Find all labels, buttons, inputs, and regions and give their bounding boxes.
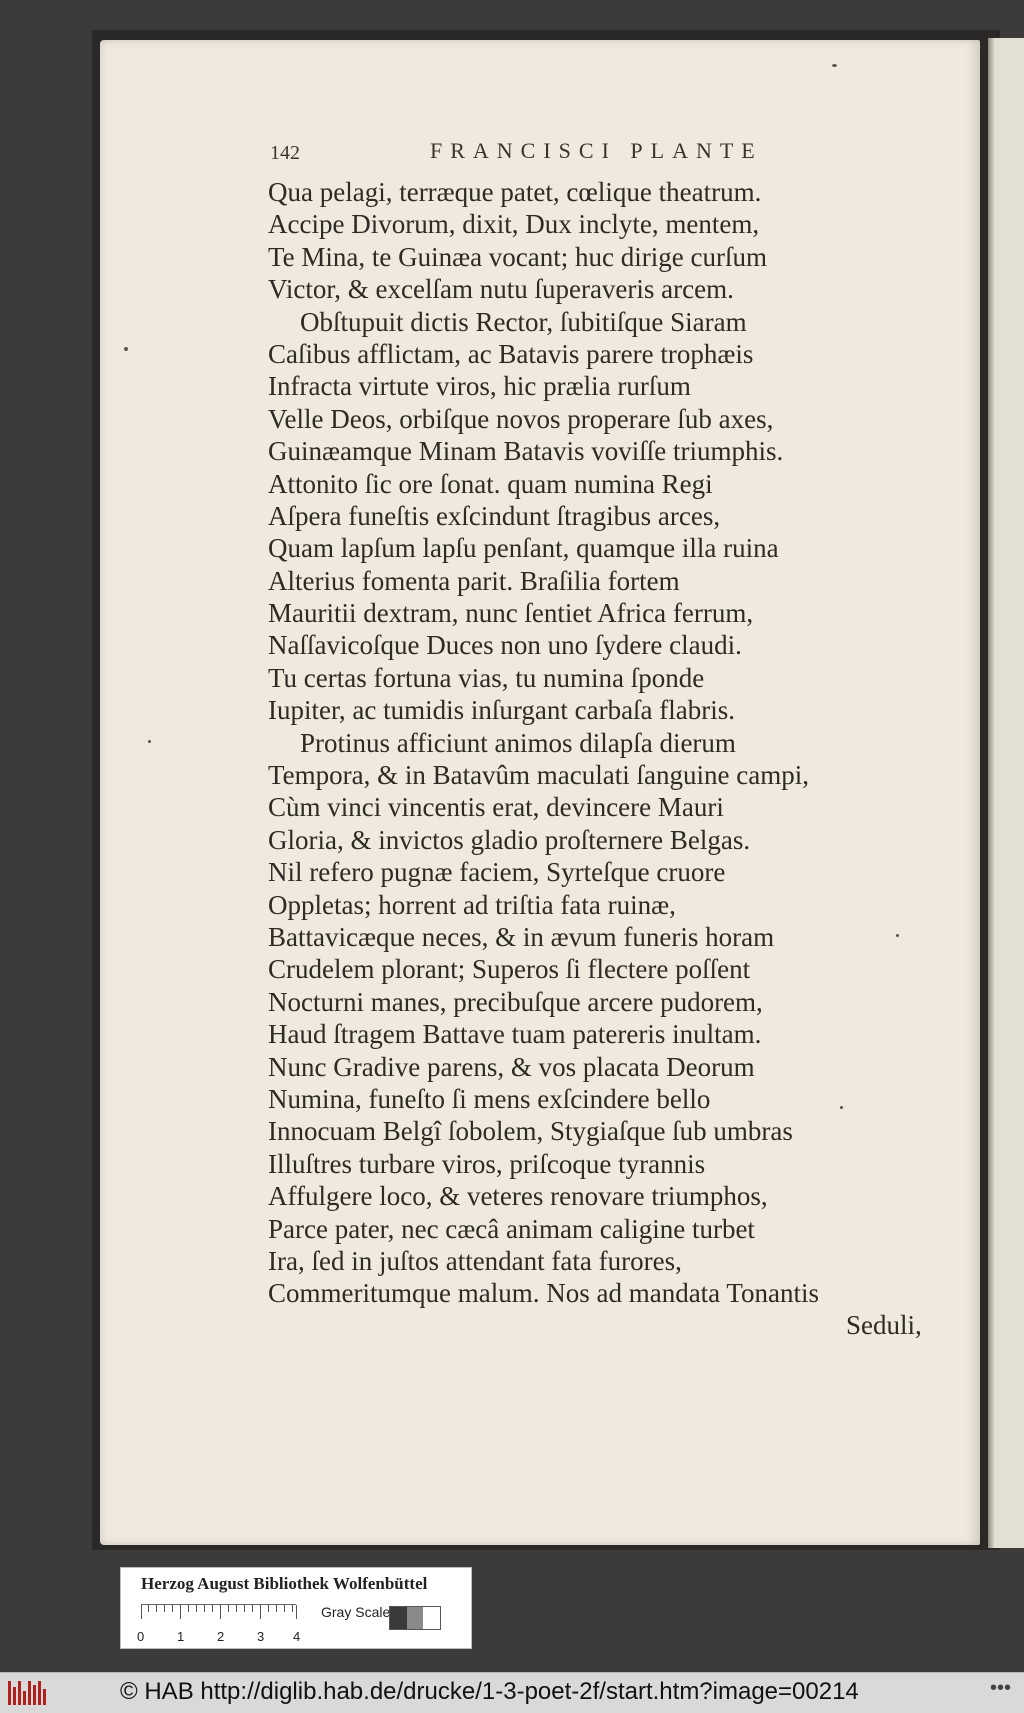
verse-line: Cùm vinci vincentis erat, devincere Mauri [268,792,724,823]
running-head [270,138,800,168]
verse-line: Innocuam Belgî ſobolem, Stygiaſque ſub umbras [268,1116,793,1147]
verse-line: Mauritii dextram, nunc ſentiet Africa ferrum, [268,598,754,629]
catchword: Seduli, [846,1310,922,1340]
hab-logo-icon[interactable] [8,1681,46,1705]
verse-line: Obſtupuit dictis Rector, ſubitiſque Siaram [300,306,747,337]
ruler-number: 2 [217,1629,225,1644]
verse-line: Attonito ſic ore ſonat. quam numina Regi [268,468,713,499]
ruler-number: 1 [177,1629,185,1644]
verse-line: Naſſavicoſque Duces non uno ſydere claudi. [268,630,742,661]
ruler-number: 4 [293,1629,301,1644]
verse-line: Quam lapſum lapſu penſant, quamque illa ruina [268,533,779,564]
poem-text [268,176,968,1310]
verse-line: Ira, ſed in juſtos attendant fata furores, [268,1245,682,1276]
next-page-edge [988,38,1024,1548]
scale-ruler [137,1604,301,1644]
verse-line: Crudelem plorant; Superos ſi flectere poſſent [268,954,751,985]
verse-line: Qua pelagi, terræque patet, cœlique theatrum. [268,177,762,207]
library-name: Herzog August Bibliothek Wolfenbüttel [141,1574,428,1593]
status-bar [0,1672,1024,1713]
verse-line: Affulgere loco, & veteres renovare triumphos, [268,1181,768,1212]
gray-scale-swatches [389,1606,441,1630]
verse-line: Velle Deos, orbiſque novos properare ſub axes, [268,403,774,434]
gray-scale-card [120,1567,472,1649]
verse-line: Tu certas fortuna vias, tu numina ſponde [268,662,705,693]
verse-line: Gloria, & invictos gladio proſternere Belgas. [268,824,751,855]
verse-line: Protinus afficiunt animos dilapſa dierum [300,727,736,758]
verse-line: Accipe Divorum, dixit, Dux inclyte, mentem, [268,209,760,240]
more-icon[interactable]: ••• [990,1677,1012,1699]
verse-line: Caſibus afflictam, ac Batavis parere trophæis [268,338,754,369]
paper-speck [148,740,151,743]
verse-line: Haud ſtragem Battave tuam patereris inultam. [268,1019,762,1050]
verse-line: Tempora, & in Batavûm maculati ſanguine campi, [268,760,809,791]
verse-line: Battavicæque neces, & in ævum funeris horam [268,921,775,952]
ruler-number: 0 [137,1629,145,1644]
gray-swatch [390,1607,407,1629]
verse-line: Te Mina, te Guinæa vocant; huc dirige curſum [268,241,767,272]
verse-line: Illuſtres turbare viros, priſcoque tyrannis [268,1148,706,1179]
copyright-url[interactable]: © HAB http://diglib.hab.de/drucke/1-3-poet-2f/start.htm?image=00214 [120,1678,859,1705]
verse-line: Parce pater, nec cæcâ animam caligine turbet [268,1213,755,1244]
verse-line: Nocturni manes, precibuſque arcere pudorem, [268,986,763,1017]
verse-line: Nunc Gradive parens, & vos placata Deorum [268,1051,755,1082]
paper-speck [840,1106,843,1109]
verse-line: Infracta virtute viros, hic prælia rurſum [268,371,691,402]
verse-line: Victor, & excelſam nutu ſuperaveris arcem. [268,274,734,305]
paper-speck [832,64,837,67]
page-number: 142 [270,142,300,164]
verse-line: Alterius fomenta parit. Braſilia fortem [268,565,680,596]
running-head-title: FRANCISCI PLANTE [430,138,763,163]
verse-line: Nil refero pugnæ faciem, Syrteſque cruore [268,857,726,888]
verse-line: Numina, funeſto ſi mens exſcindere bello [268,1083,711,1114]
gray-swatch [423,1607,440,1629]
verse-line: Iupiter, ac tumidis inſurgant carbaſa flabris. [268,695,736,726]
verse-line: Oppletas; horrent ad triſtia fata ruinæ, [268,889,676,920]
paper-speck [124,347,128,351]
verse-line: Aſpera funeſtis exſcindunt ſtragibus arces, [268,500,721,531]
paper-speck [896,934,899,937]
gray-swatch [407,1607,424,1629]
verse-line: Commeritumque malum. Nos ad mandata Tonantis [268,1278,820,1309]
verse-line: Guinæamque Minam Batavis voviſſe triumphis. [268,436,784,467]
ruler-number: 3 [257,1629,265,1644]
gray-scale-label: Gray Scale [321,1604,391,1620]
